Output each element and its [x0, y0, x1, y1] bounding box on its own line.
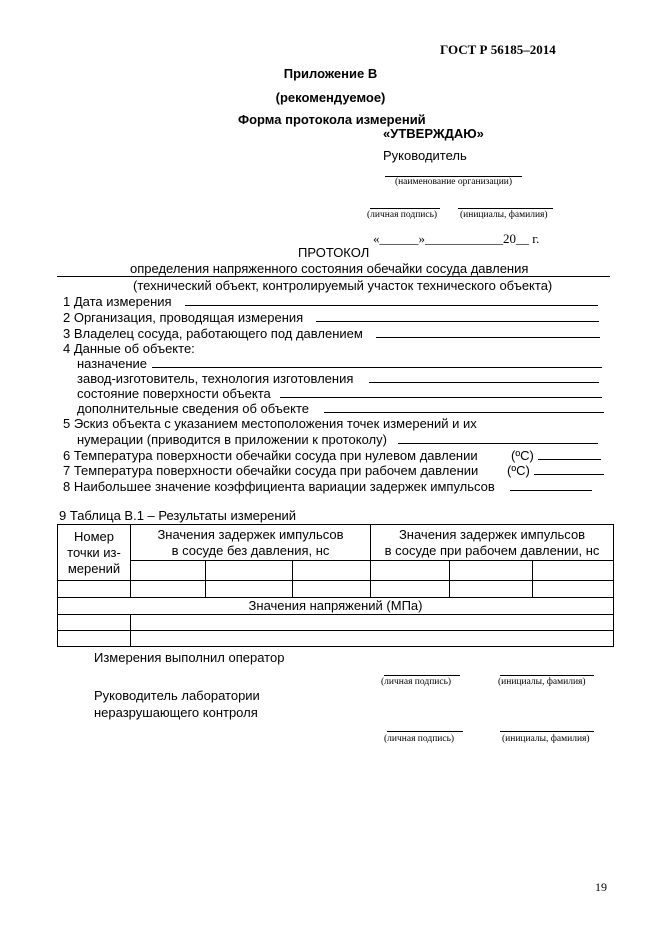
table-cell: [371, 561, 450, 581]
item-additional: дополнительные сведения об объекте: [77, 401, 310, 416]
item-temp-working-fill: [534, 474, 604, 475]
table-cell: [206, 581, 293, 598]
item-organization: 2 Организация, проводящая измерения: [63, 310, 304, 325]
appendix-title: Приложение В: [283, 66, 378, 81]
item-organization-fill: [316, 321, 599, 322]
table-cell: [131, 561, 206, 581]
signature-caption: (личная подпись): [367, 210, 438, 220]
org-caption: (наименование организации): [394, 177, 513, 187]
table-cell: [131, 631, 614, 647]
table-cell: [293, 581, 371, 598]
table-cell: [371, 581, 450, 598]
lab-head-name-caption: (инициалы, фамилия): [502, 734, 590, 744]
form-title: Форма протокола измерений: [238, 112, 426, 127]
object-caption: (технический объект, контролируемый участок технического объекта): [133, 278, 553, 293]
table-cell: [533, 561, 614, 581]
item-purpose: назначение: [77, 356, 148, 371]
item-surface: состояние поверхности объекта: [77, 386, 271, 401]
lab-head-label-2: неразрушающего контроля: [94, 705, 258, 720]
item-sketch: 5 Эскиз объекта с указанием местоположения точек измерений и их: [63, 416, 477, 431]
signature-line: [370, 208, 440, 209]
table-cell: [206, 561, 293, 581]
operator-name-caption: (инициалы, фамилия): [498, 677, 586, 687]
item-owner: 3 Владелец сосуда, работающего под давлением: [63, 326, 363, 341]
table-cell: [58, 631, 131, 647]
appendix-status: (рекомендуемое): [275, 90, 386, 105]
item-date-fill: [185, 305, 598, 306]
table-cell: [450, 581, 533, 598]
item-temp-working: 7 Температура поверхности обечайки сосуда при рабочем давлении: [63, 463, 479, 478]
operator-signature-line: [384, 675, 460, 676]
item-temp-zero-unit: (ºС): [511, 448, 534, 463]
operator-label: Измерения выполнил оператор: [94, 650, 285, 665]
lab-head-label-1: Руководитель лаборатории: [94, 688, 260, 703]
table-cell: [293, 561, 371, 581]
item-purpose-fill: [152, 367, 602, 368]
operator-signature-caption: (личная подпись): [381, 677, 452, 687]
item-surface-fill: [280, 397, 602, 398]
item-owner-fill: [376, 337, 600, 338]
lab-head-signature-caption: (личная подпись): [384, 734, 455, 744]
object-line: [57, 276, 610, 277]
table-header-row: [58, 525, 614, 561]
item-variation-fill: [510, 490, 592, 491]
protocol-subtitle: определения напряженного состояния обечайки сосуда давления: [130, 261, 529, 276]
item-manufacturer: завод-изготовитель, технология изготовления: [77, 371, 354, 386]
protocol-title: ПРОТОКОЛ: [298, 245, 370, 260]
point-number-header: Номер точки из- мерений: [58, 525, 131, 581]
page-number: 19: [595, 880, 607, 894]
table-caption: 9 Таблица В.1 – Результаты измерений: [59, 508, 297, 523]
item-variation: 8 Наибольшее значение коэффициента вариации задержек импульсов: [63, 479, 495, 494]
approve-label: «УТВЕРЖДАЮ»: [383, 126, 484, 141]
table-row: [58, 581, 614, 598]
delays-working-pressure-header: Значения задержек импульсов в сосуде при рабочем давлении, нс: [371, 525, 614, 561]
standard-code: ГОСТ Р 56185–2014: [440, 42, 556, 57]
table-cell: [58, 581, 131, 598]
item-manufacturer-fill: [369, 382, 599, 383]
delays-no-pressure-header: Значения задержек импульсов в сосуде без давления, нс: [131, 525, 371, 561]
table-row: [58, 615, 614, 631]
item-date: 1 Дата измерения: [63, 294, 172, 309]
lab-head-signature-line: [387, 731, 463, 732]
item-temp-zero: 6 Температура поверхности обечайки сосуда при нулевом давлении: [63, 448, 478, 463]
item-temp-working-unit: (ºС): [507, 463, 530, 478]
item-temp-zero-fill: [538, 459, 601, 460]
name-line: [458, 208, 553, 209]
item-sketch-fill: [398, 443, 598, 444]
table-subheader-row: [58, 561, 614, 581]
date-line: «______»____________20__ г.: [373, 231, 540, 246]
name-caption: (инициалы, фамилия): [460, 210, 548, 220]
table-cell: [58, 615, 131, 631]
operator-name-line: [500, 675, 594, 676]
results-table: [57, 524, 614, 647]
table-cell: [533, 581, 614, 598]
stress-header-row: [58, 598, 614, 615]
item-additional-fill: [324, 412, 604, 413]
table-cell: [131, 615, 614, 631]
table-cell: [450, 561, 533, 581]
table-row: [58, 631, 614, 647]
item-object-data: 4 Данные об объекте:: [63, 341, 195, 356]
lab-head-name-line: [500, 731, 594, 732]
table-cell: [131, 581, 206, 598]
stress-header: Значения напряжений (МПа): [58, 598, 614, 615]
head-label: Руководитель: [383, 148, 467, 163]
item-sketch-numbering: нумерации (приводится в приложении к протоколу): [77, 432, 387, 447]
